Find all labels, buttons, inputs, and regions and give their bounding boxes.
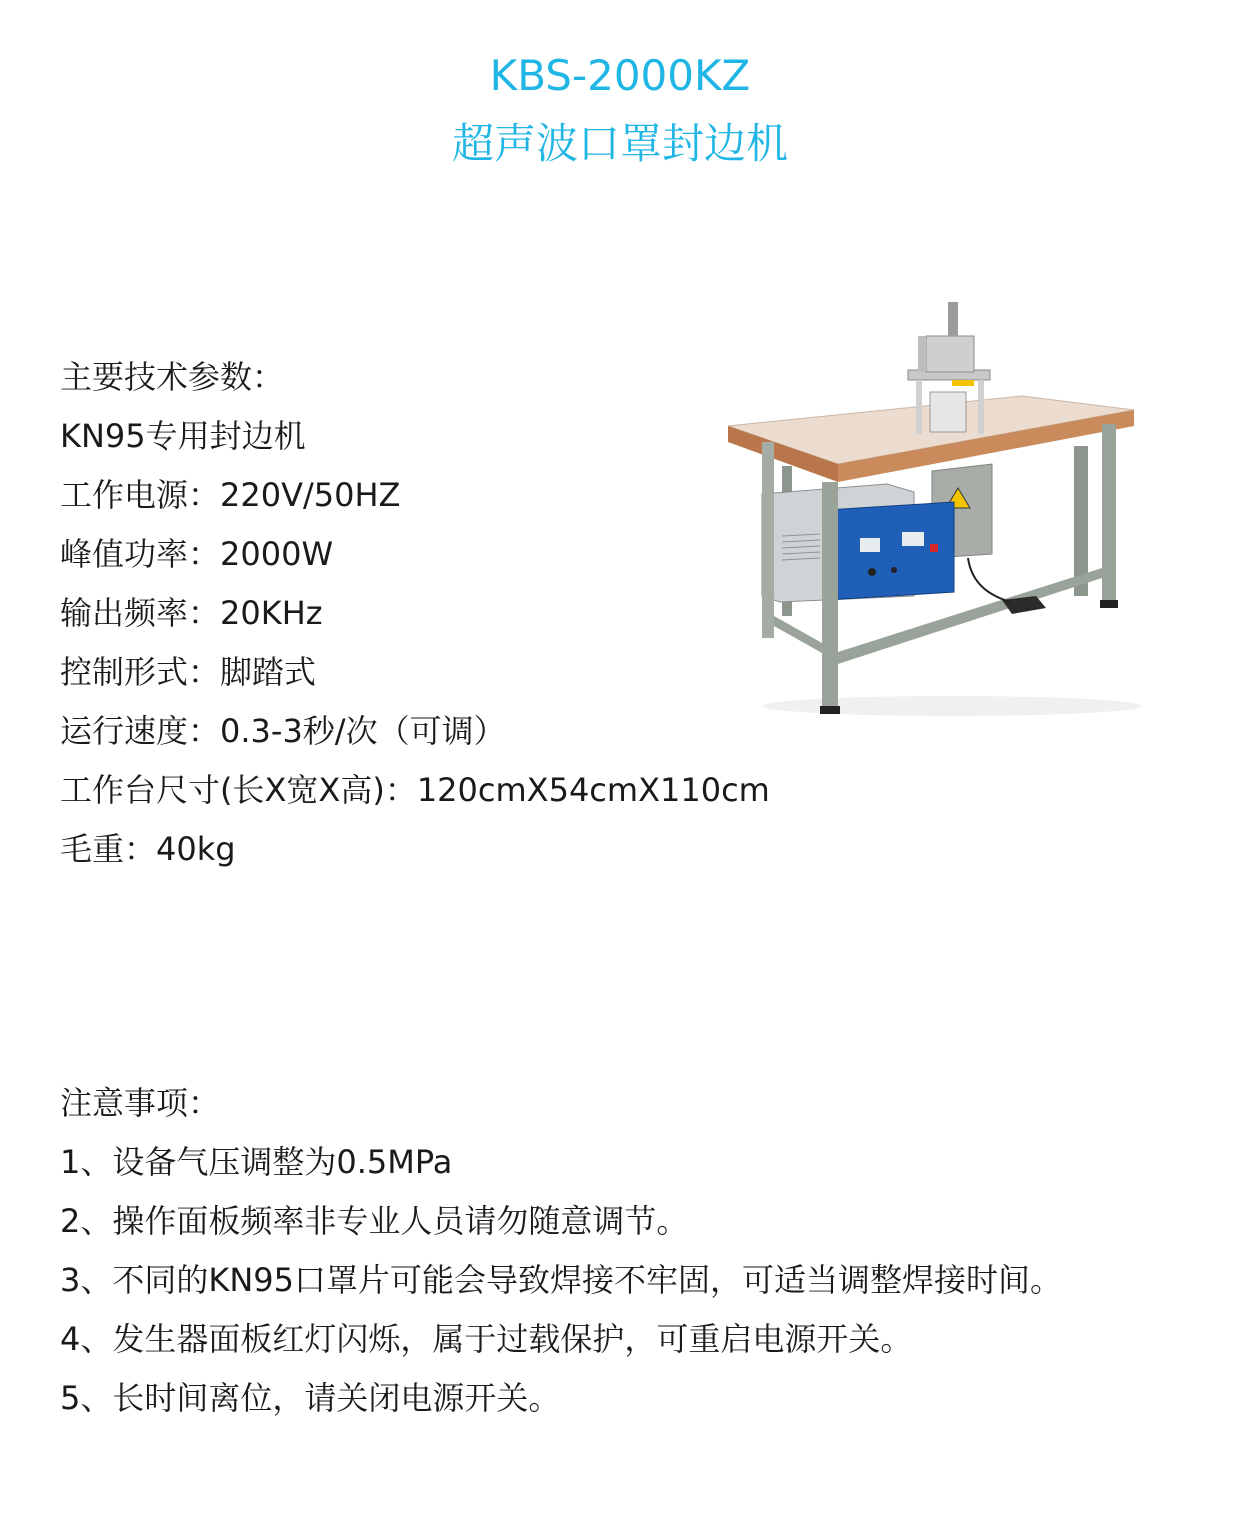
machine-photo (722, 296, 1142, 726)
note-item: 3、不同的KN95口罩片可能会导致焊接不牢固，可适当调整焊接时间。 (60, 1261, 1063, 1299)
note-item: 1、设备气压调整为0.5MPa (60, 1143, 453, 1181)
product-name: 超声波口罩封边机 (451, 119, 788, 168)
spec-item: 峰值功率：2000W (60, 535, 334, 573)
spec-item: 输出频率：20KHz (60, 594, 323, 632)
spec-item: 工作电源：220V/50HZ (60, 476, 401, 514)
spec-item: 运行速度：0.3-3秒/次（可调） (60, 712, 506, 750)
note-item: 4、发生器面板红灯闪烁，属于过载保护，可重启电源开关。 (60, 1320, 913, 1358)
notes-heading: 注意事项： (60, 1084, 221, 1122)
spec-list (60, 348, 770, 879)
spec-item: 毛重：40kg (60, 830, 236, 868)
note-item: 5、长时间离位，请关闭电源开关。 (60, 1379, 561, 1417)
note-item: 2、操作面板频率非专业人员请勿随意调节。 (60, 1202, 689, 1240)
notes-list (60, 1074, 1062, 1428)
product-model: KBS-2000KZ (489, 51, 751, 100)
spec-item: KN95专用封边机 (60, 417, 306, 455)
spec-heading: 主要技术参数： (60, 358, 285, 396)
spec-item: 工作台尺寸(长X宽X高)：120cmX54cmX110cm (60, 771, 770, 809)
spec-item: 控制形式：脚踏式 (60, 653, 317, 691)
